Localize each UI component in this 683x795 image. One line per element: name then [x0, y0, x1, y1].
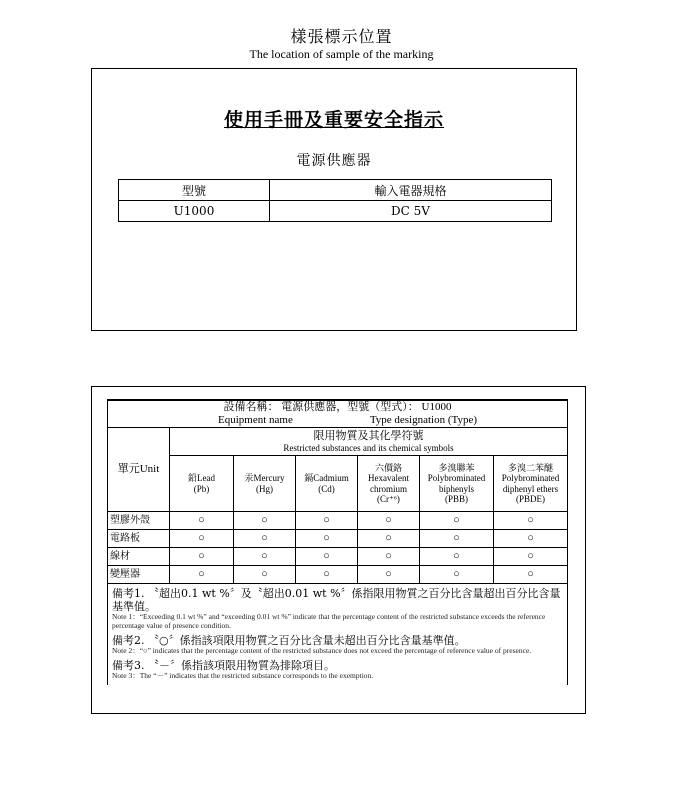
- substance-name: 汞Mercury: [244, 473, 285, 484]
- table-row: [108, 548, 568, 566]
- rohs-declaration-box: [91, 386, 586, 714]
- substance-name: 多溴二苯醚 Polybrominated diphenyl ethers: [501, 462, 560, 494]
- product-name: 電源供應器: [296, 153, 372, 169]
- rohs-table: [107, 399, 568, 685]
- substance-symbol: (Cd): [318, 483, 335, 494]
- substance-chromium: [358, 456, 420, 512]
- substance-symbol: (Cr⁺⁶): [377, 493, 400, 504]
- table-row: [108, 566, 568, 584]
- presence-mark: ○: [494, 512, 568, 530]
- note-3-en: Note 3：The “－” indicates that the restricted substance corresponds to the exemption.: [112, 671, 374, 681]
- presence-mark: ○: [234, 512, 296, 530]
- part-name: 電路板: [108, 530, 170, 548]
- substance-name: 鎘Cadmium: [304, 473, 349, 484]
- presence-mark: ○: [234, 530, 296, 548]
- note-1-en: Note 1：“Exceeding 0.1 wt %” and “exceeding 0.01 wt %” indicate that the percentage content of the restricted substance exceeds the reference percentage value of presence condition.: [112, 612, 546, 630]
- substance-lead: [170, 456, 234, 512]
- presence-mark: ○: [296, 530, 358, 548]
- page-title: 樣張標示位置: [290, 27, 393, 46]
- presence-mark: ○: [296, 512, 358, 530]
- substance-symbol: (PBDE): [516, 493, 546, 504]
- part-name: 塑膠外殼: [108, 512, 170, 530]
- presence-mark: ○: [296, 566, 358, 584]
- table-row: [108, 512, 568, 530]
- substance-symbol: (Pb): [193, 483, 210, 494]
- substance-symbol: (PBB): [444, 493, 468, 504]
- note-2-en: Note 2：“○” indicates that the percentage content of the restricted substance does not exceed the percentage of reference value of presence.: [112, 646, 532, 656]
- presence-mark: ○: [296, 548, 358, 566]
- substance-mercury: [234, 456, 296, 512]
- page-subtitle: The location of sample of the marking: [249, 47, 434, 61]
- type-designation-en: Type designation (Type): [369, 414, 478, 426]
- presence-mark: ○: [234, 566, 296, 584]
- equipment-line-zh: 設備名稱： 電源供應器，型號（型式）： U1000: [223, 401, 452, 414]
- input-spec-value: DC 5V: [270, 201, 552, 222]
- label-sample-box: [91, 68, 577, 331]
- equipment-name-en: Equipment name: [218, 414, 293, 426]
- input-spec-header: 輸入電器規格: [270, 180, 552, 201]
- substance-name: 鉛Lead: [188, 473, 215, 484]
- part-name: 變壓器: [108, 566, 170, 584]
- restricted-header: [170, 428, 568, 456]
- unit-header: 單元Unit: [108, 428, 170, 512]
- presence-mark: ○: [170, 566, 234, 584]
- presence-mark: ○: [234, 548, 296, 566]
- substance-pbb: [420, 456, 494, 512]
- spec-table: [118, 179, 552, 222]
- presence-mark: ○: [170, 530, 234, 548]
- part-name: 線材: [108, 548, 170, 566]
- table-row: [108, 530, 568, 548]
- presence-mark: ○: [358, 566, 420, 584]
- presence-mark: ○: [170, 512, 234, 530]
- presence-mark: ○: [358, 512, 420, 530]
- substance-cadmium: [296, 456, 358, 512]
- note-2-zh: 備考2. 〝○〞係指該項限用物質之百分比含量未超出百分比含量基準值。: [112, 633, 466, 647]
- restricted-zh: 限用物質及其化學符號: [313, 430, 424, 442]
- model-value: U1000: [119, 201, 270, 222]
- restricted-en: Restricted substances and its chemical symbols: [283, 442, 454, 453]
- substance-name: 多溴聯苯 Polybrominated biphenyls: [427, 462, 486, 494]
- presence-mark: ○: [494, 548, 568, 566]
- presence-mark: ○: [358, 548, 420, 566]
- presence-mark: ○: [420, 512, 494, 530]
- manual-title: 使用手冊及重要安全指示: [223, 109, 444, 131]
- note-3-zh: 備考3. 〝－〞係指該項限用物質為排除項目。: [112, 658, 335, 672]
- notes-section: [108, 584, 568, 686]
- model-header: 型號: [119, 180, 270, 201]
- presence-mark: ○: [494, 530, 568, 548]
- equipment-header: [108, 400, 568, 428]
- substance-name: 六價鉻 Hexavalent chromium: [368, 462, 409, 494]
- presence-mark: ○: [420, 566, 494, 584]
- presence-mark: ○: [494, 566, 568, 584]
- note-1-zh: 備考1. 〝超出0.1 wt %〞及〝超出0.01 wt %〞係指限用物質之百分比含量超出百分比含量基準值。: [112, 587, 561, 613]
- presence-mark: ○: [170, 548, 234, 566]
- presence-mark: ○: [420, 530, 494, 548]
- presence-mark: ○: [420, 548, 494, 566]
- substance-pbde: [494, 456, 568, 512]
- substance-symbol: (Hg): [256, 483, 273, 494]
- presence-mark: ○: [358, 530, 420, 548]
